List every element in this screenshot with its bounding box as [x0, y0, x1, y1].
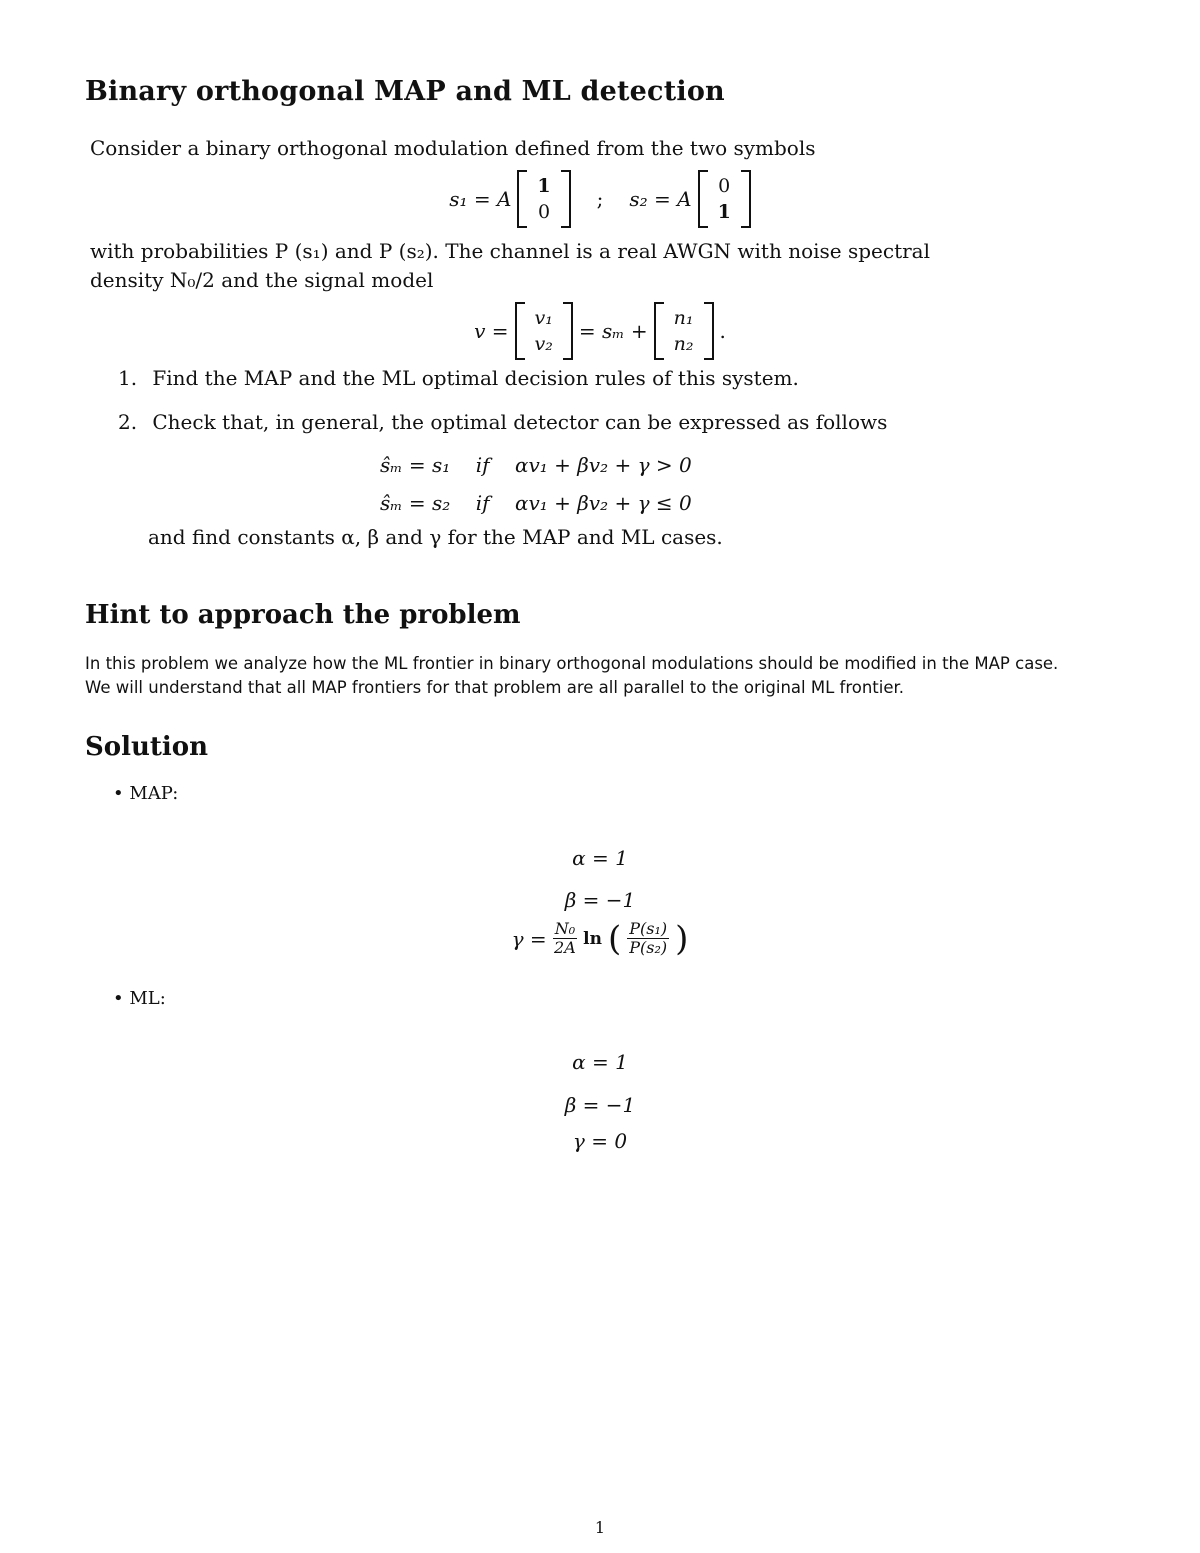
s1-top: 1: [537, 175, 551, 197]
s2-top: 0: [718, 175, 731, 197]
ml-gamma: γ = 0: [572, 1129, 628, 1153]
symbols-equation: [0, 170, 1200, 228]
ml-alpha: α = 1: [572, 1050, 628, 1074]
probability-ratio: [627, 920, 669, 957]
signal-model-equation: [0, 302, 1200, 360]
signal-end: .: [719, 319, 726, 343]
detector-line-2: ŝₘ = s₂ if αv₁ + βv₂ + γ ≤ 0: [380, 491, 692, 515]
gamma-fraction: [553, 920, 577, 957]
map-gamma: [0, 920, 1200, 957]
hint-line-1: In this problem we analyze how the ML frontier in binary orthogonal modulations should be modified in the MAP case.: [85, 654, 1059, 673]
map-alpha: α = 1: [572, 846, 628, 870]
v-top: v₁: [534, 307, 553, 329]
separator: ;: [596, 187, 604, 211]
detector-line-1: ŝₘ = s₁ if αv₁ + βv₂ + γ > 0: [380, 453, 692, 477]
hint-line-2: We will understand that all MAP frontiers for that problem are all parallel to the original ML frontier.: [85, 678, 905, 697]
n-bottom: n₂: [673, 333, 694, 355]
ml-bullet: [113, 988, 166, 1009]
ratio-denominator: P(s₂): [629, 938, 668, 957]
s1-vector: [517, 170, 570, 228]
bullet-dot: •: [113, 988, 124, 1009]
s1-bottom: 0: [537, 201, 551, 223]
solution-heading: Solution: [85, 732, 209, 762]
bullet-dot: •: [113, 783, 124, 804]
hint-heading: Hint to approach the problem: [85, 600, 521, 630]
s2-lhs: s₂ = A: [629, 187, 692, 211]
gamma-lhs: γ =: [511, 926, 547, 951]
list-item: [118, 410, 887, 434]
s2-bottom: 1: [717, 201, 731, 223]
ratio-numerator: P(s₁): [629, 919, 668, 938]
page-number: 1: [594, 1518, 606, 1537]
map-beta: β = −1: [564, 888, 636, 912]
v-bottom: v₂: [534, 333, 553, 355]
left-paren: (: [607, 918, 622, 959]
s2-vector: [698, 170, 751, 228]
s1-lhs: s₁ = A: [449, 187, 512, 211]
v-vector: [515, 302, 573, 360]
gamma-denominator: 2A: [554, 938, 576, 957]
ml-label: ML:: [129, 988, 166, 1009]
gamma-numerator: N₀: [554, 919, 576, 938]
probabilities-line-2: density N₀/2 and the signal model: [90, 268, 434, 292]
right-paren: ): [675, 918, 689, 959]
page-title: Binary orthogonal MAP and ML detection: [85, 76, 725, 107]
list-number: 2.: [118, 410, 138, 434]
intro-text: Consider a binary orthogonal modulation defined from the two symbols: [90, 136, 816, 160]
signal-mid: = sₘ +: [578, 319, 648, 343]
ml-beta: β = −1: [564, 1093, 636, 1117]
n-top: n₁: [673, 307, 694, 329]
probabilities-line-1: with probabilities P (s₁) and P (s₂). The channel is a real AWGN with noise spectral: [90, 239, 930, 263]
ln-operator: ln: [583, 928, 602, 949]
list-number: 1.: [118, 366, 138, 390]
constants-text: and find constants α, β and γ for the MAP and ML cases.: [148, 525, 723, 549]
list-text: Find the MAP and the ML optimal decision rules of this system.: [152, 366, 799, 390]
signal-lhs: v =: [474, 319, 509, 343]
n-vector: [654, 302, 714, 360]
list-item: [118, 366, 799, 390]
map-bullet: [113, 783, 178, 804]
list-text: Check that, in general, the optimal detector can be expressed as follows: [152, 410, 888, 434]
map-label: MAP:: [129, 783, 179, 804]
